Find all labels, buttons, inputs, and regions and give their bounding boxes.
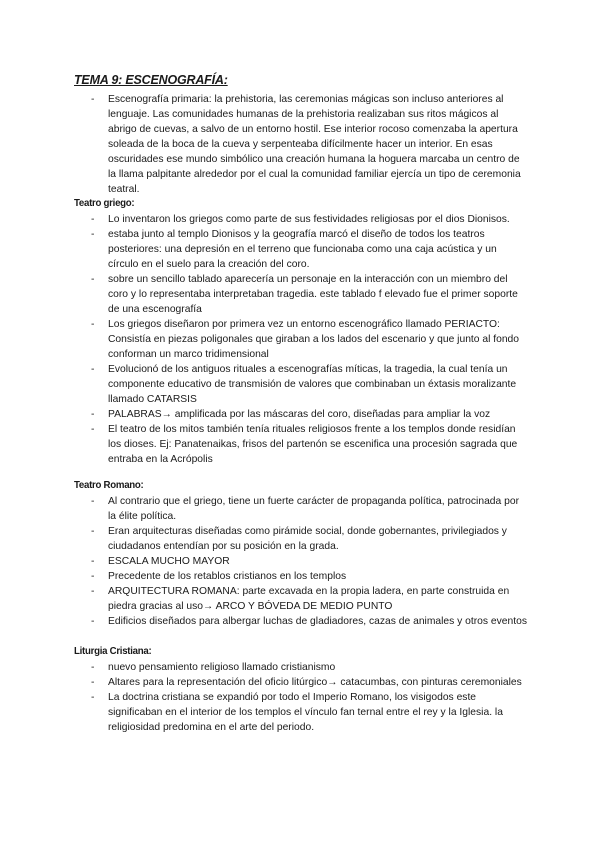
bullet-dash: - xyxy=(91,319,95,330)
list-item xyxy=(0,212,600,227)
list-item-text: Lo inventaron los griegos como parte de sus festividades religiosas por el dios Dionisos. xyxy=(108,214,510,225)
bullet-dash: - xyxy=(91,274,95,285)
list-item-text: Escenografía primaria: la prehistoria, las ceremonias mágicas son incluso anteriores al lenguaje. Las comunidades humanas de la prehistoria realizaban sus ritos mágicos al abrigo de cuevas, a salvo de un entorno hostil. Ese interior rocoso comenzaba la apertura soleada de la boca de la cueva y serpenteaba difícilmente hacer un interior. En esas oscuridades ese mundo simbólico una creación humana la hoguera marcaba un centro de la llama palpitante alrededor por el cual la comunidad familiar ejercía un tipo de ceremonia teatral. xyxy=(108,94,521,195)
bullet-dash: - xyxy=(91,556,95,567)
list-item xyxy=(0,660,600,675)
bullet-dash: - xyxy=(91,364,95,375)
liturgia-cristiana-list xyxy=(0,660,600,735)
list-item-text: ARQUITECTURA ROMANA: parte excavada en la propia ladera, en parte construida en piedra gracias al uso→ ARCO Y BÓVEDA DE MEDIO PUNTO xyxy=(108,586,510,612)
list-item xyxy=(0,569,600,584)
bullet-dash: - xyxy=(91,692,95,703)
bullet-dash: - xyxy=(91,571,95,582)
page-title: TEMA 9: ESCENOGRAFÍA: xyxy=(74,73,228,87)
list-item xyxy=(0,554,600,569)
list-item-text: Altares para la representación del oficio litúrgico→ catacumbas, con pinturas ceremoniales xyxy=(108,677,522,688)
list-item xyxy=(0,675,600,690)
list-item-text: Al contrario que el griego, tiene un fuerte carácter de propaganda política, patrocinada por la élite política. xyxy=(108,496,519,522)
bullet-dash: - xyxy=(91,94,95,105)
bullet-dash: - xyxy=(91,662,95,673)
list-item-text: ESCALA MUCHO MAYOR xyxy=(108,556,230,567)
bullet-dash: - xyxy=(91,229,95,240)
list-item xyxy=(0,317,600,362)
list-item-text: sobre un sencillo tablado aparecería un personaje en la interacción con un miembro del coro y lo representaba interpretaban tragedia. este tablado f elevado fue el primer soporte de una escenografía xyxy=(108,274,518,315)
bullet-dash: - xyxy=(91,526,95,537)
teatro-griego-list xyxy=(0,212,600,467)
teatro-romano-list xyxy=(0,494,600,629)
list-item-text: La doctrina cristiana se expandió por todo el Imperio Romano, los visigodos este significaban en el interior de los templos el vínculo fan ternal entre el rey y la Iglesia. la religiosidad predomina en el arte del periodo. xyxy=(108,692,503,733)
list-item-text: El teatro de los mitos también tenía rituales religiosos frente a los templos donde residían los dioses. Ej: Panatenaikas, frisos del partenón se escenifica una procesión sagrada que entraba en la Acrópolis xyxy=(108,424,518,465)
list-item-text: Evolucionó de los antiguos rituales a escenografías míticas, la tragedia, la cual tenía un componente educativo de transmisión de valores que combinaban un éxtasis moralizante llamado CATARSIS xyxy=(108,364,517,405)
section-heading-teatro-griego: Teatro griego: xyxy=(74,197,135,209)
list-item xyxy=(0,227,600,272)
list-item xyxy=(0,407,600,422)
section-heading-teatro-romano: Teatro Romano: xyxy=(74,479,144,491)
list-item-text: Edificios diseñados para albergar luchas de gladiadores, cazas de animales y otros eventos xyxy=(108,616,527,627)
list-item xyxy=(0,690,600,735)
intro-list xyxy=(0,92,600,197)
list-item-text: Los griegos diseñaron por primera vez un entorno escenográfico llamado PERIACTO: Consistía en piezas poligonales que giraban a los lados del escenario y que junto al fondo conforman un marco tridimensional xyxy=(108,319,520,360)
list-item-text: nuevo pensamiento religioso llamado cristianismo xyxy=(108,662,336,673)
list-item xyxy=(0,584,600,614)
bullet-dash: - xyxy=(91,409,95,420)
list-item xyxy=(0,494,600,524)
bullet-dash: - xyxy=(91,616,95,627)
list-item xyxy=(0,272,600,317)
bullet-dash: - xyxy=(91,214,95,225)
list-item-text: Eran arquitecturas diseñadas como pirámide social, donde gobernantes, privilegiados y ciudadanos entendían por su posición en la grada. xyxy=(108,526,507,552)
list-item xyxy=(0,524,600,554)
list-item xyxy=(0,614,600,629)
list-item xyxy=(0,362,600,407)
bullet-dash: - xyxy=(91,424,95,435)
list-item-text: Precedente de los retablos cristianos en los templos xyxy=(108,571,347,582)
bullet-dash: - xyxy=(91,496,95,507)
bullet-dash: - xyxy=(91,586,95,597)
list-item-text: estaba junto al templo Dionisos y la geografía marcó el diseño de todos los teatros posteriores: una depresión en el terreno que funcionaba como una caja acústica y un círculo en el suelo para la creación del coro. xyxy=(108,229,497,270)
section-heading-liturgia-cristiana: Liturgia Cristiana: xyxy=(74,645,152,657)
bullet-dash: - xyxy=(91,677,95,688)
list-item xyxy=(0,92,600,197)
list-item xyxy=(0,422,600,467)
list-item-text: PALABRAS→ amplificada por las máscaras del coro, diseñadas para ampliar la voz xyxy=(108,409,491,420)
